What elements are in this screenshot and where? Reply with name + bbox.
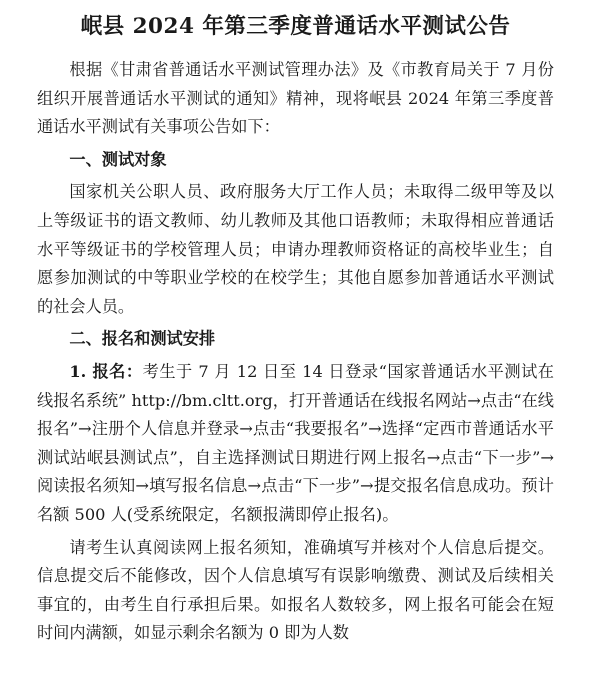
- page-title: 岷县 2024 年第三季度普通话水平测试公告: [80, 14, 511, 39]
- test-subjects-paragraph: 国家机关公职人员、政府服务大厅工作人员；未取得二级甲等及以上等级证书的语文教师、幼儿教师及其他口语教师；未取得相应普通话水平等级证书的学校管理人员；申请办理教师资格证的高校毕业生；自愿参加测试的中等职业学校的在校学生；其他自愿参加普通话水平测试的社会人员。: [37, 182, 554, 316]
- registration-note-paragraph: 请考生认真阅读网上报名须知，准确填写并核对个人信息后提交。信息提交后不能修改，因个人信息填写有误影响缴费、测试及后续相关事宜的，由考生自行承担后果。如报名人数较多，网上报名可能会在短时间内满额，如显示剩余名额为 0 即为人数: [37, 537, 554, 643]
- registration-body: 考生于 7 月 12 日至 14 日登录“国家普通话水平测试在线报名系统” http://bm.cltt.org，打开普通话在线报名网站→点击“在线报名”→注册个人信息并登录→点击“我要报名”→选择“定西市普通话水平测试站岷县测试点”，自主选择测试日期进行网上报名→点击“下一步”→阅读报名须知→填写报名信息→点击“下一步”→提交报名信息成功。预计名额 500 人(受系统限定，名额报满即停止报名)。: [37, 361, 554, 524]
- section-heading-test-subjects: 一、测试对象: [69, 149, 167, 169]
- registration-paragraph: [37, 358, 554, 530]
- registration-lead: 1. 报名：: [69, 361, 143, 381]
- intro-paragraph: 根据《甘肃省普通话水平测试管理办法》及《市教育局关于 7 月份组织开展普通话水平测试的通知》精神，现将岷县 2024 年第三季度普通话水平测试有关事项公告如下：: [37, 60, 554, 137]
- section-heading-registration: 二、报名和测试安排: [69, 329, 216, 349]
